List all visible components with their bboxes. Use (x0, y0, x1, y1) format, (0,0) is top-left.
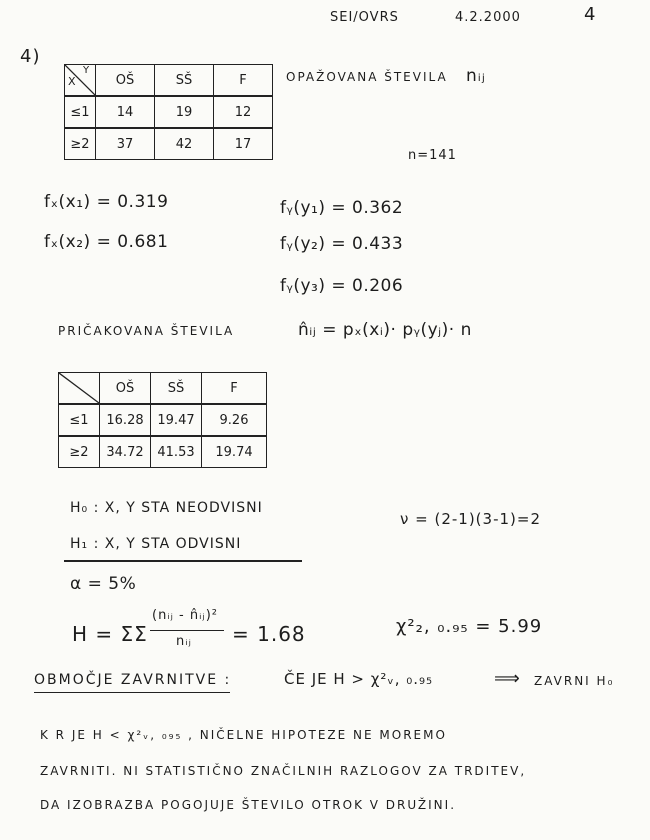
observed-cell: 37 (96, 128, 155, 160)
expected-row-label: ≤1 (59, 404, 100, 436)
problem-number: 4) (20, 46, 41, 67)
sample-size: n=141 (408, 148, 457, 163)
page-number: 4 (584, 4, 597, 25)
expected-caption: PRIČAKOVANA ŠTEVILA (58, 324, 235, 338)
observed-row-label: ≤1 (65, 96, 96, 128)
statistic-denominator: nᵢⱼ (176, 634, 192, 649)
observed-col-header: SŠ (155, 65, 214, 97)
expected-col-header: SŠ (151, 373, 202, 405)
observed-col-header: F (214, 65, 273, 97)
observed-symbol: nᵢⱼ (466, 66, 486, 86)
implies-arrow-icon: ⟹ (494, 668, 521, 689)
fx-value: fₓ(x₁) = 0.319 (44, 192, 169, 212)
expected-corner-cell (59, 373, 100, 405)
expected-row-label: ≥2 (59, 436, 100, 468)
observed-col-header: OŠ (96, 65, 155, 97)
observed-corner-cell (65, 65, 96, 97)
expected-cell: 16.28 (100, 404, 151, 436)
corner-y-label: Y (83, 65, 90, 76)
rejection-underline (34, 692, 230, 693)
date: 4.2.2000 (455, 10, 521, 25)
expected-cell: 34.72 (100, 436, 151, 468)
significance-level: α = 5% (70, 574, 137, 594)
statistic-value: = 1.68 (232, 622, 306, 646)
observed-cell: 17 (214, 128, 273, 160)
corner-x-label: X (68, 75, 76, 88)
expected-cell: 41.53 (151, 436, 202, 468)
statistic-numerator: (nᵢⱼ - n̂ᵢⱼ)² (152, 608, 218, 623)
fy-value: fᵧ(y₂) = 0.433 (280, 234, 404, 254)
fraction-bar (150, 630, 224, 631)
expected-formula: n̂ᵢⱼ = pₓ(xᵢ)· pᵧ(yⱼ)· n (298, 320, 472, 340)
fy-value: fᵧ(y₃) = 0.206 (280, 276, 404, 296)
statistic-lhs: H = ΣΣ (72, 622, 148, 646)
hypothesis-underline (64, 560, 302, 562)
observed-table (64, 64, 273, 160)
conclusion-line: K R JE H < χ²ᵥ, ₀₉₅ , NIČELNE HIPOTEZE NE MOREMO (40, 728, 447, 742)
observed-cell: 19 (155, 96, 214, 128)
rejection-condition: ČE JE H > χ²ᵥ, ₀.₉₅ (284, 670, 434, 688)
rejection-result: ZAVRNI H₀ (534, 674, 615, 688)
fy-value: fᵧ(y₁) = 0.362 (280, 198, 404, 218)
chi-square-critical: χ²₂, ₀.₉₅ = 5.99 (396, 616, 543, 637)
expected-cell: 19.47 (151, 404, 202, 436)
expected-col-header: OŠ (100, 373, 151, 405)
course-code: SEI/OVRS (330, 10, 399, 25)
observed-caption: OPAŽOVANA ŠTEVILA (286, 70, 448, 84)
observed-cell: 12 (214, 96, 273, 128)
expected-cell: 9.26 (202, 404, 267, 436)
observed-cell: 42 (155, 128, 214, 160)
conclusion-line: ZAVRNITI. NI STATISTIČNO ZNAČILNIH RAZLOGOV ZA TRDITEV, (40, 764, 527, 778)
expected-cell: 19.74 (202, 436, 267, 468)
fx-value: fₓ(x₂) = 0.681 (44, 232, 169, 252)
degrees-of-freedom: ν = (2-1)(3-1)=2 (400, 510, 542, 528)
conclusion-line: DA IZOBRAZBA POGOJUJE ŠTEVILO OTROK V DRUŽINI. (40, 798, 457, 812)
observed-cell: 14 (96, 96, 155, 128)
rejection-region-label: OBMOČJE ZAVRNITVE : (34, 672, 232, 688)
diagonal-divider (59, 373, 99, 403)
expected-col-header: F (202, 373, 267, 405)
null-hypothesis: H₀ : X, Y STA NEODVISNI (70, 500, 263, 516)
observed-row-label: ≥2 (65, 128, 96, 160)
expected-table (58, 372, 267, 468)
alt-hypothesis: H₁ : X, Y STA ODVISNI (70, 536, 242, 552)
